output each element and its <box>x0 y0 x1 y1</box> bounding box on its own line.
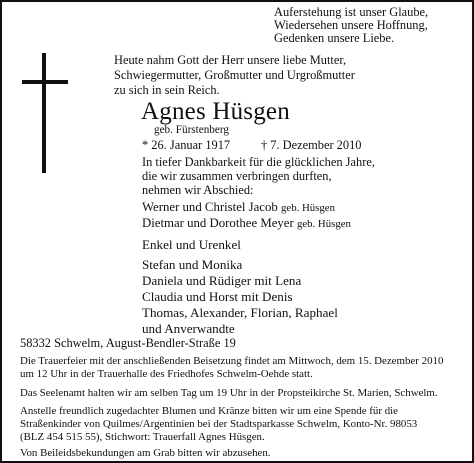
donation-line: Straßenkinder von Quilmes/Argentinien bei der Stadtsparkasse Schwelm, Konto-Nr. 98053 <box>20 418 418 430</box>
grandchild-line: Claudia und Horst mit Denis <box>142 289 293 304</box>
grandchild-line: und Anverwandte <box>142 321 235 336</box>
funeral-line: Die Trauerfeier mit der anschließenden Beisetzung findet am Mittwoch, dem 15. Dezember 2010 <box>20 355 444 367</box>
maiden-name: geb. Fürstenberg <box>154 124 229 136</box>
intro-line: Heute nahm Gott der Herr unsere liebe Mutter, <box>114 53 347 67</box>
condolence-note: Von Beileidsbekundungen am Grab bitten wir abzusehen. <box>20 447 271 459</box>
grandchild-line: Stefan und Monika <box>142 257 243 272</box>
motto-line: Wiedersehen unsere Hoffnung, <box>274 18 428 32</box>
gratitude-line: nehmen wir Abschied: <box>142 183 254 197</box>
cross-horizontal-bar <box>22 80 68 84</box>
grandchild-line: Daniela und Rüdiger mit Lena <box>142 273 302 288</box>
maiden-note: geb. Hüsgen <box>296 218 351 230</box>
death-date: † 7. Dezember 2010 <box>261 138 362 152</box>
gratitude-line: die wir zusammen verbringen durften, <box>142 169 332 183</box>
donation-line: (BLZ 454 515 55), Stichwort: Trauerfall Agnes Hüsgen. <box>20 431 265 443</box>
grandchildren-heading: Enkel und Urenkel <box>142 237 241 252</box>
intro-line: zu sich in sein Reich. <box>114 83 220 97</box>
deceased-name: Agnes Hüsgen <box>141 98 290 125</box>
intro-line: Schwiegermutter, Großmutter und Urgroßmutter <box>114 68 355 82</box>
grandchild-line: Thomas, Alexander, Florian, Raphael <box>142 305 338 320</box>
family-couple <box>142 201 335 214</box>
requiem-note: Das Seelenamt halten wir am selben Tag um 19 Uhr in der Propsteikirche St. Marien, Schwelm. <box>20 387 438 399</box>
family-couple <box>142 217 351 230</box>
donation-line: Anstelle freundlich zugedachter Blumen und Kränze bitten wir um eine Spende für die <box>20 405 399 417</box>
cross-vertical-bar <box>42 53 46 173</box>
maiden-note: geb. Hüsgen <box>281 202 335 214</box>
motto-line: Gedenken unsere Liebe. <box>274 31 395 45</box>
address: 58332 Schwelm, August-Bendler-Straße 19 <box>20 336 236 350</box>
couple-name: Dietmar und Dorothee Meyer <box>142 216 294 230</box>
birth-date: * 26. Januar 1917 <box>142 138 231 152</box>
motto-line: Auferstehung ist unser Glaube, <box>274 5 429 19</box>
couple-name: Werner und Christel Jacob <box>142 200 278 214</box>
funeral-line: um 12 Uhr in der Trauerhalle des Friedhofes Schwelm-Oehde statt. <box>20 368 313 380</box>
gratitude-line: In tiefer Dankbarkeit für die glücklichen Jahre, <box>142 155 375 169</box>
